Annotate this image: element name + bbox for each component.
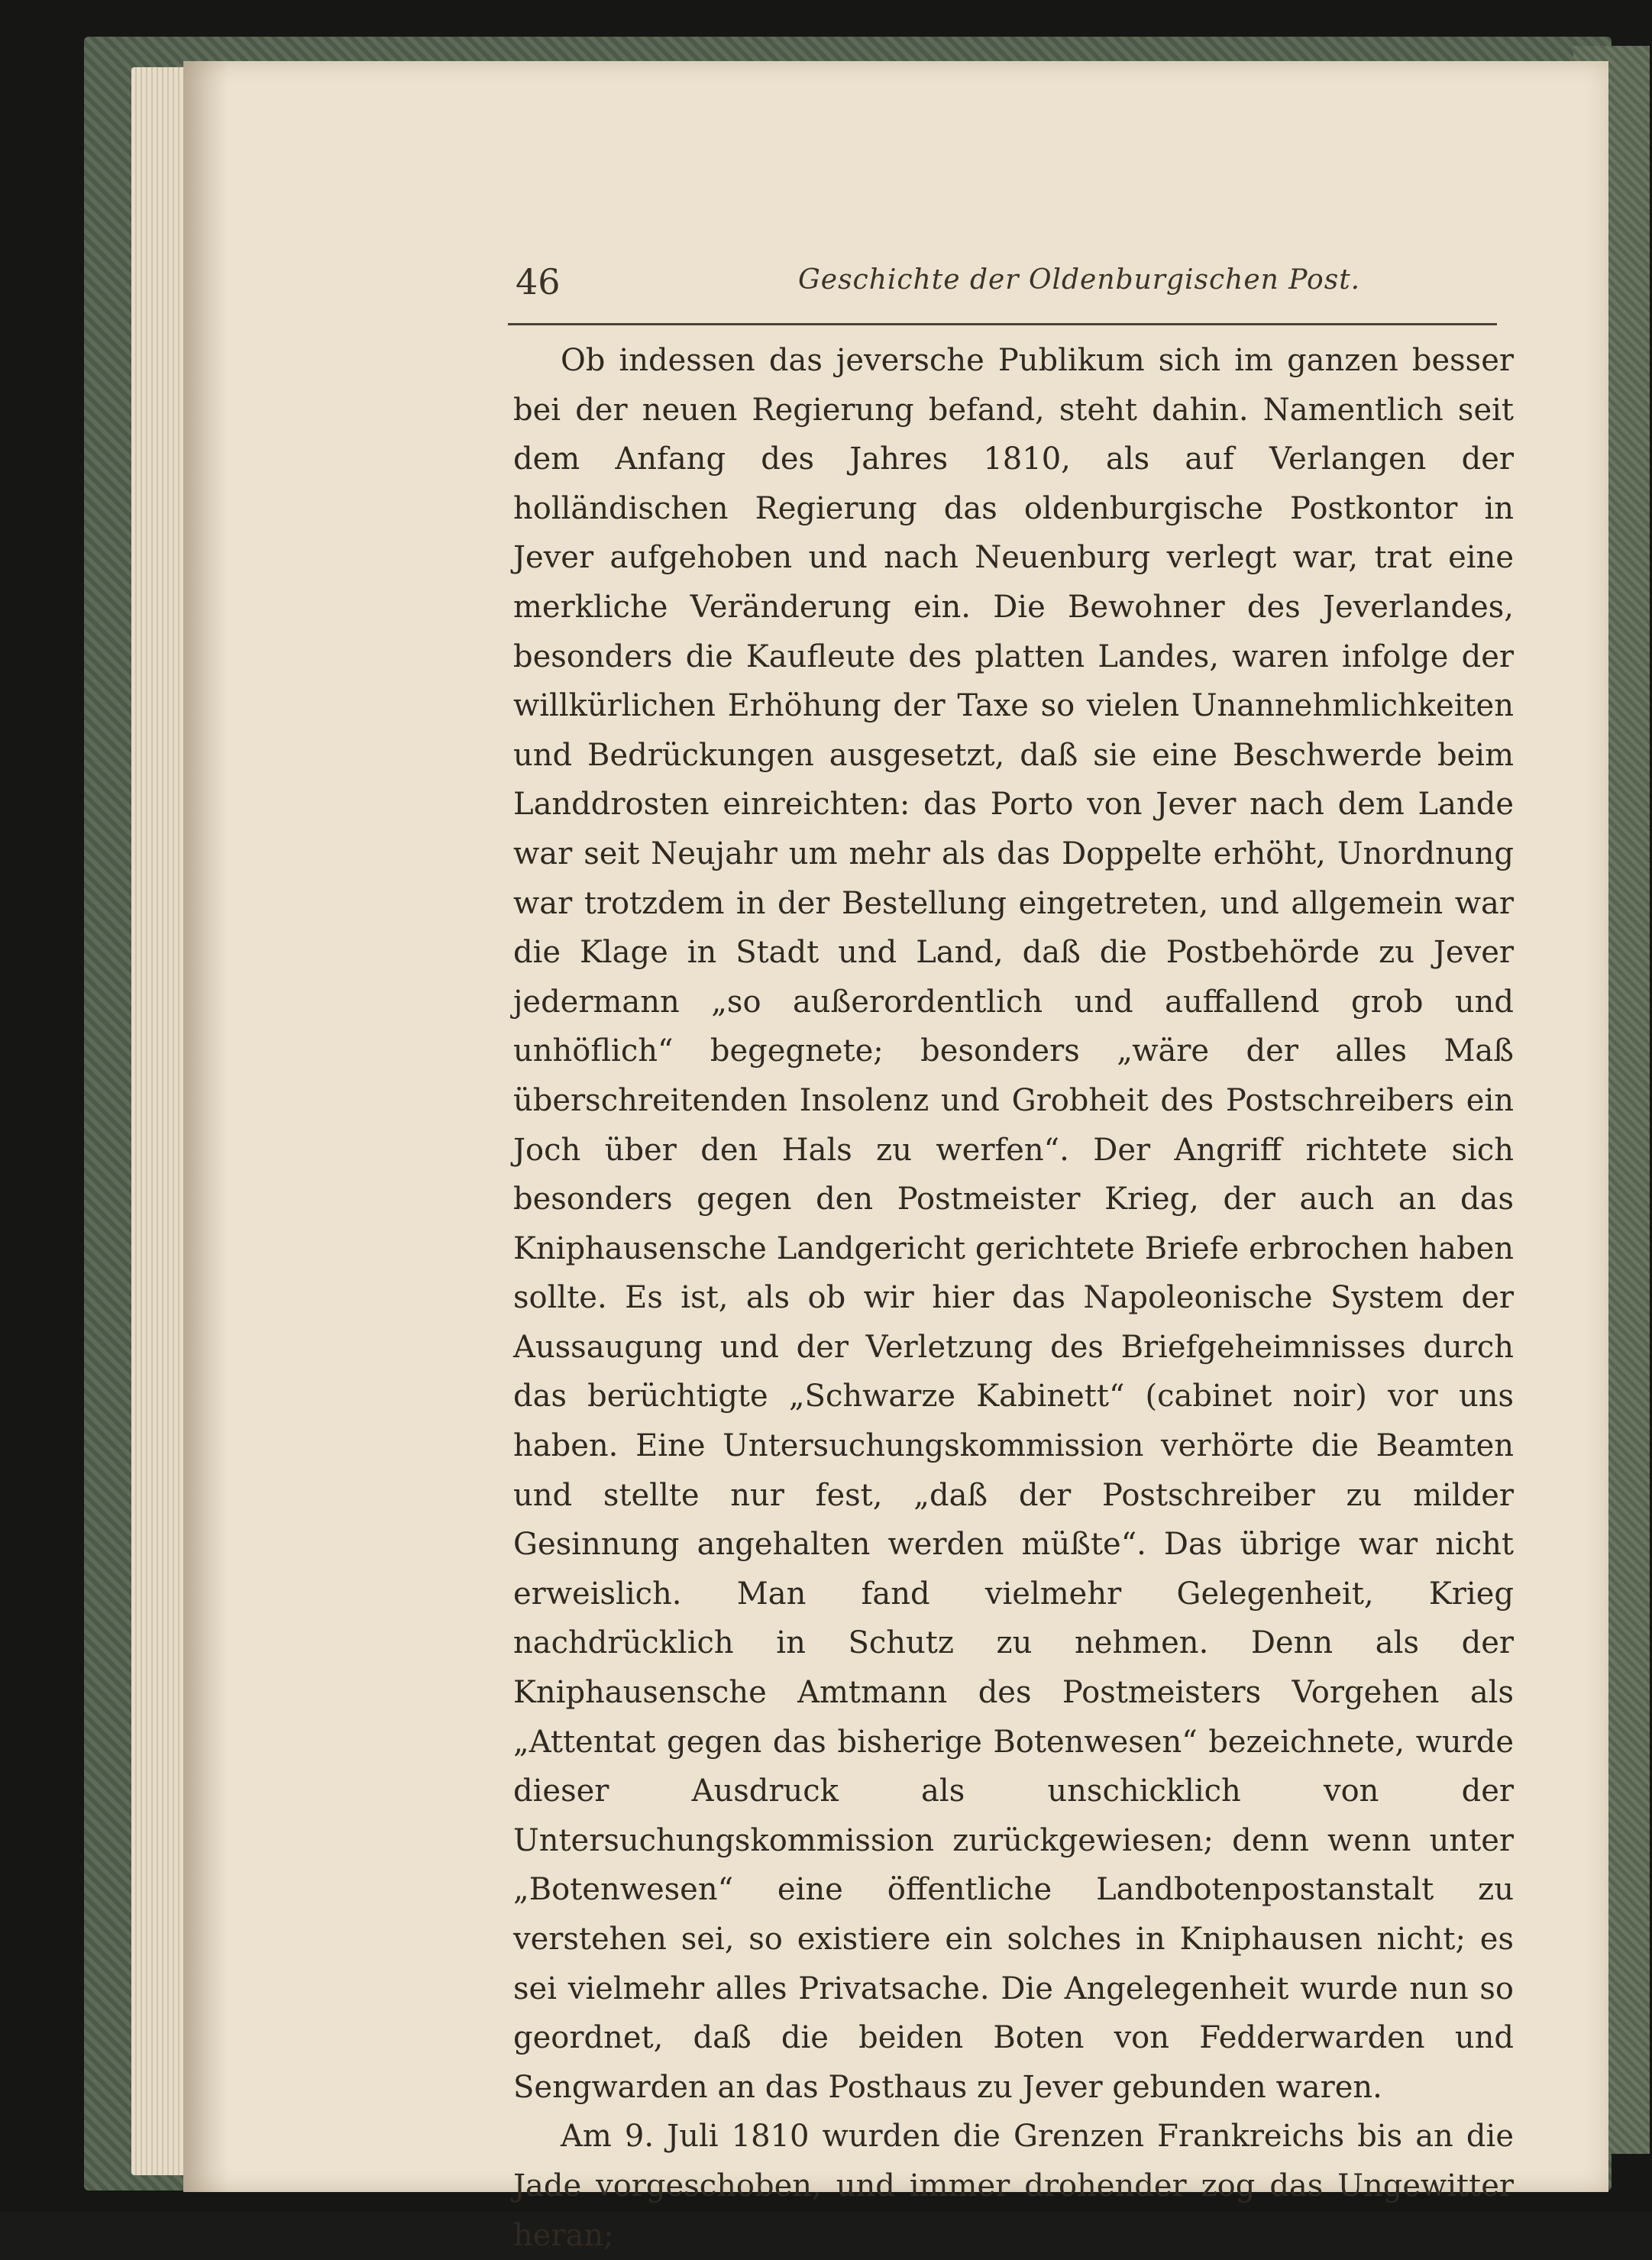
header-rule	[508, 323, 1497, 325]
page-number: 46	[516, 261, 561, 302]
paragraph-1: Ob indessen das jeversche Publikum sich im ganzen besser bei der neuen Regierung befand, steht dahin. Namentlich seit dem Anfang des Jahres 1810, als auf Verlangen der holländischen Regierung das oldenburgische Postkontor in Jever aufgehoben und nach Neuenburg verlegt war, trat eine merkliche Veränderung ein. Die Bewohner des Jeverlandes, besonders die Kaufleute des platten Landes, waren infolge der willkürlichen Erhöhung der Taxe so vielen Unannehmlichkeiten und Bedrückungen ausgesetzt, daß sie eine Beschwerde beim Landdrosten einreichten: das Porto von Jever nach dem Lande war seit Neujahr um mehr als das Doppelte erhöht, Unordnung war trotzdem in der Bestellung eingetreten, und allgemein war die Klage in Stadt und Land, daß die Postbehörde zu Jever jedermann „so außerordentlich und auffallend grob und unhöflich“ begegnete; besonders „wäre der alles Maß überschreitenden Insolenz und Grobheit des Postschreibers ein Joch über den Hals zu werfen“. Der Angriff richtete sich besonders gegen den Postmeister Krieg, der auch an das Kniphausensche Landgericht gerichtete Briefe erbrochen haben sollte. Es ist, als ob wir hier das Napoleonische System der Aussaugung und der Verletzung des Briefgeheimnisses durch das berüchtigte „Schwarze Kabinett“ (cabinet noir) vor uns haben. Eine Untersuchungskommission verhörte die Beamten und stellte nur fest, „daß der Postschreiber zu milder Gesinnung angehalten werden müßte“. Das übrige war nicht erweislich. Man fand vielmehr Gelegenheit, Krieg nachdrücklich in Schutz zu nehmen. Denn als der Kniphausensche Amtmann des Postmeisters Vorgehen als „Attentat gegen das bisherige Botenwesen“ bezeichnete, wurde dieser Ausdruck als unschicklich von der Untersuchungskommission zurückgewiesen; denn wenn unter „Botenwesen“ eine öffentliche Landbotenpostanstalt zu verstehen sei, so existiere ein solches in Kniphausen nicht; es sei vielmehr alles Privatsache. Die Angelegenheit wurde nun so geordnet, daß die beiden Boten von Fedderwarden und Sengwarden an das Posthaus zu Jever gebunden waren.	[513, 343, 1514, 2105]
paragraph-2: Am 9. Juli 1810 wurden die Grenzen Frankreichs bis an die Jade vorgeschoben, und immer drohender zog das Ungewitter heran;	[513, 2119, 1514, 2253]
gutter-shadow	[183, 61, 229, 2192]
page-header	[516, 261, 1501, 322]
body-text	[513, 336, 1514, 2260]
running-title: Geschichte der Oldenburgischen Post.	[798, 264, 1361, 296]
